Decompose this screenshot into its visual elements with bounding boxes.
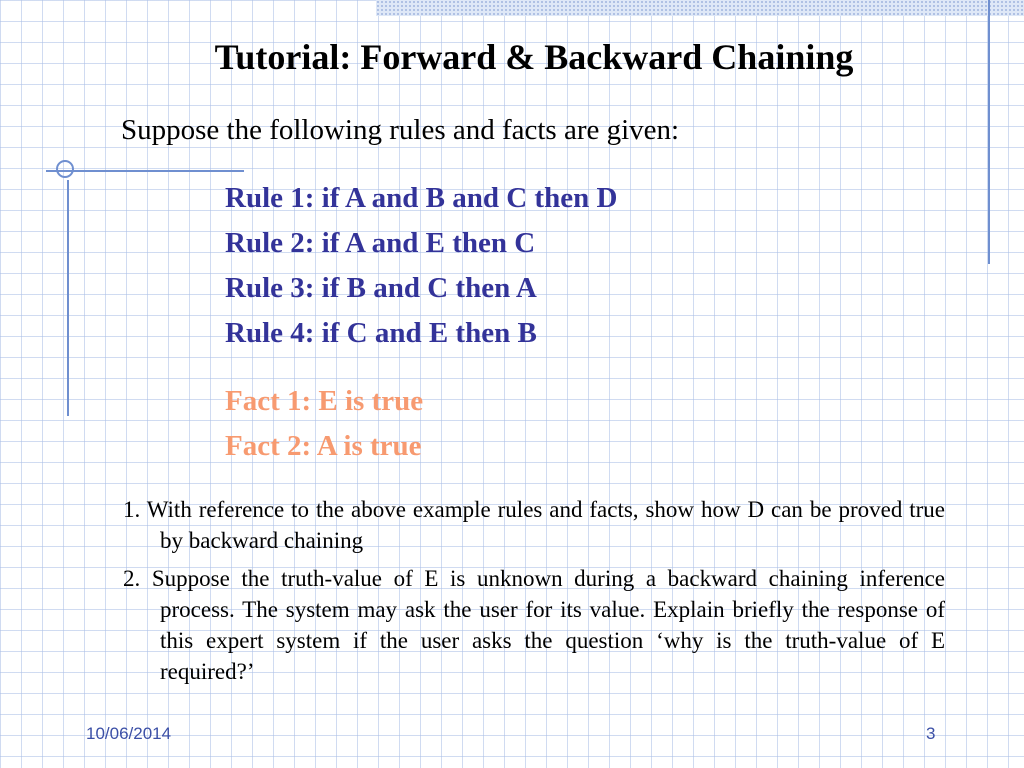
fact-1: Fact 1: E is true xyxy=(225,385,424,417)
rule-4: Rule 4: if C and E then B xyxy=(225,317,537,349)
rule-2: Rule 2: if A and E then C xyxy=(225,227,536,259)
left-decorative-line xyxy=(67,180,69,416)
intro-text: Suppose the following rules and facts are given: xyxy=(121,114,680,146)
slide-title: Tutorial: Forward & Backward Chaining xyxy=(214,37,854,77)
decorative-ring xyxy=(56,160,74,178)
question-2: 2. Suppose the truth-value of E is unknown during a backward chaining inference process. The system may ask the user for its value. Explain briefly the response of this expert system if the user asks the question ‘why is the truth-value of E required?’ xyxy=(123,566,945,684)
top-decorative-band xyxy=(376,0,1024,16)
question-1: 1. With reference to the above example rules and facts, show how D can be proved true by backward chaining xyxy=(123,497,945,553)
rule-3: Rule 3: if B and C then A xyxy=(225,272,537,304)
page-number: 3 xyxy=(926,724,936,743)
fact-2: Fact 2: A is true xyxy=(225,430,422,462)
rule-1: Rule 1: if A and B and C then D xyxy=(225,182,618,214)
horizontal-decorative-line xyxy=(46,170,244,172)
footer-date: 10/06/2014 xyxy=(86,724,172,743)
